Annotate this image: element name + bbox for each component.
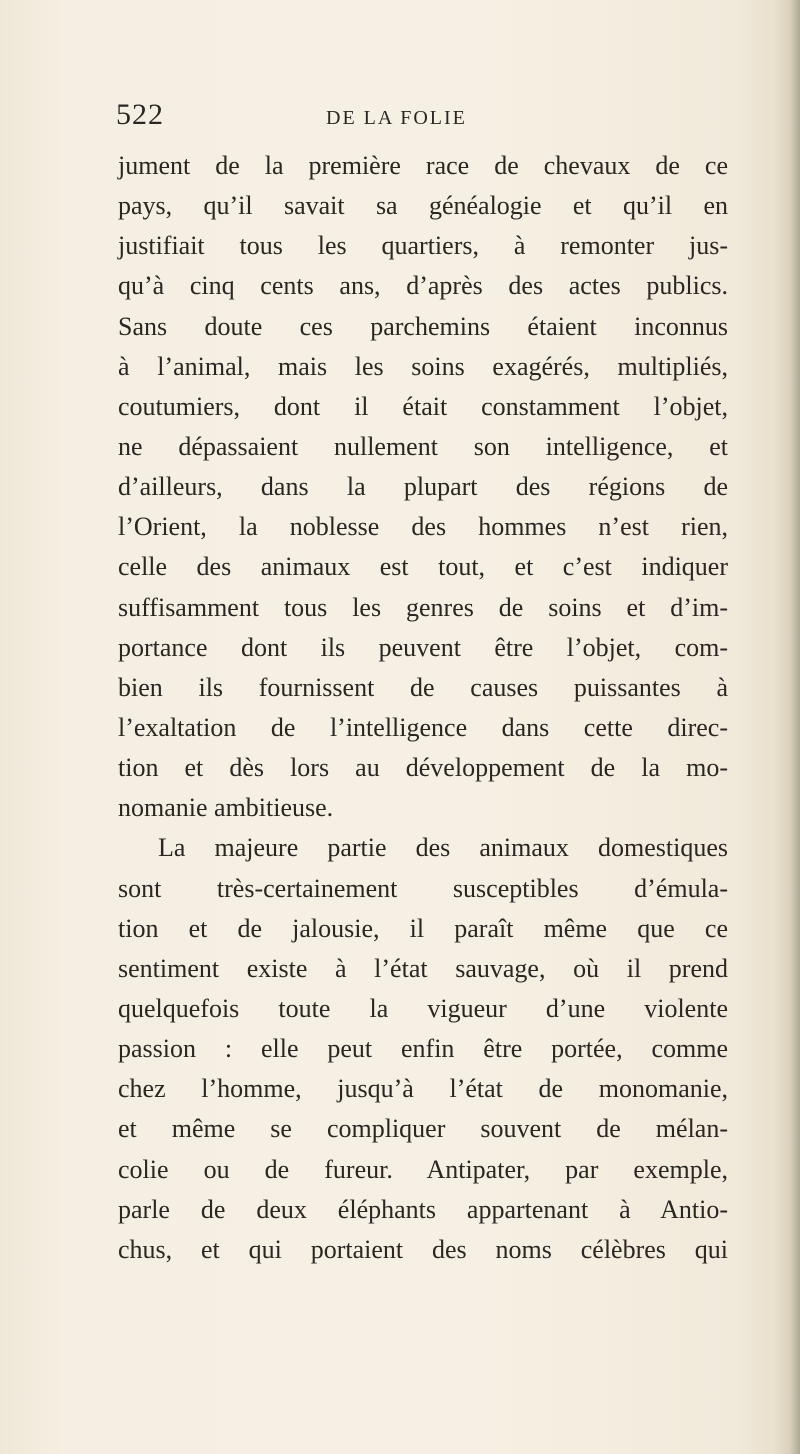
text-line: parle de deux éléphants appartenant à Antio- (118, 1194, 728, 1224)
page-header (116, 95, 656, 135)
text-line: et même se compliquer souvent de mélan- (118, 1114, 728, 1144)
text-line: pays, qu’il savait sa généalogie et qu’il en (118, 191, 728, 221)
text-line: sentiment existe à l’état sauvage, où il prend (118, 953, 728, 983)
text-line: quelquefois toute la vigueur d’une violente (118, 993, 728, 1023)
text-line: l’exaltation de l’intelligence dans cette direc- (118, 712, 728, 742)
text-line: portance dont ils peuvent être l’objet, com- (118, 632, 728, 662)
text-line: chez l’homme, jusqu’à l’état de monomanie, (118, 1074, 728, 1104)
page-edge-shadow (774, 0, 800, 1454)
text-line: colie ou de fureur. Antipater, par exemple, (118, 1154, 728, 1184)
text-line: bien ils fournissent de causes puissantes à (118, 672, 728, 702)
paragraph-2 (118, 828, 728, 1270)
text-line: à l’animal, mais les soins exagérés, multipliés, (118, 351, 728, 381)
text-line: nomanie ambitieuse. (118, 793, 334, 823)
text-line: passion : elle peut enfin être portée, comme (118, 1034, 728, 1064)
text-line: sont très-certainement susceptibles d’émula- (118, 873, 728, 903)
running-head: DE LA FOLIE (326, 107, 467, 129)
text-line: tion et de jalousie, il paraît même que ce (118, 913, 728, 943)
text-line: l’Orient, la noblesse des hommes n’est rien, (118, 512, 728, 542)
text-line: suffisamment tous les genres de soins et d’im- (118, 592, 728, 622)
paragraph-1 (118, 146, 728, 828)
text-line: celle des animaux est tout, et c’est indiquer (118, 552, 728, 582)
text-line: chus, et qui portaient des noms célèbres qui (118, 1234, 728, 1264)
text-line: coutumiers, dont il était constamment l’objet, (118, 391, 728, 421)
body-text (118, 146, 728, 1270)
text-line: d’ailleurs, dans la plupart des régions de (118, 472, 728, 502)
text-line: qu’à cinq cents ans, d’après des actes publics. (118, 271, 728, 301)
text-line: justifiait tous les quartiers, à remonter jus- (118, 231, 728, 261)
text-line: La majeure partie des animaux domestiques (158, 833, 728, 863)
text-line: jument de la première race de chevaux de ce (118, 151, 728, 180)
text-line: Sans doute ces parchemins étaient inconnus (118, 311, 728, 341)
page-number: 522 (116, 98, 164, 131)
text-line: ne dépassaient nullement son intelligence, et (118, 431, 728, 461)
text-line: tion et dès lors au développement de la mo- (118, 753, 728, 783)
